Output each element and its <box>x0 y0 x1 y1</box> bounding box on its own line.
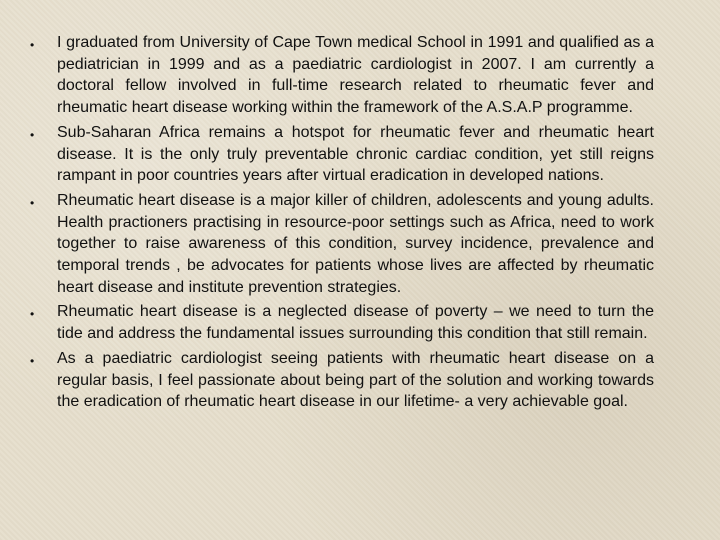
bullet-icon: • <box>30 38 35 52</box>
bullet-text: Rheumatic heart disease is a neglected disease of poverty – we need to turn the tide and address the fundamental issues surrounding this condition that still remain. <box>57 303 654 343</box>
bullet-icon: • <box>30 127 35 142</box>
bullet-text: Sub-Saharan Africa remains a hotspot for rheumatic fever and rheumatic heart disease. It is the only truly preventable chronic cardiac condition, yet still reigns rampant in poor countries years after virtual eradication in developed nations. <box>57 123 654 185</box>
bullet-list <box>0 32 720 416</box>
bullet-text: I graduated from University of Cape Town medical School in 1991 and qualified as a pediatrician in 1999 and as a paediatric cardiologist in 2007. I am currently a doctoral fellow involved in full-time research related to rheumatic fever and rheumatic heart disease working within the framework of the A.S.A.P programme. <box>57 34 654 117</box>
bullet-item <box>0 122 720 187</box>
bullet-text: Rheumatic heart disease is a major killer of children, adolescents and young adults. Health practioners practising in resource-poor settings such as Africa, need to work together to raise awareness of this condition, survey incidence, prevalence and temporal trends , be advocates for patients whose lives are affected by rheumatic heart disease and institute prevention strategies. <box>57 191 654 296</box>
bullet-icon: • <box>30 307 35 322</box>
bullet-item <box>0 190 720 299</box>
bullet-icon: • <box>30 195 35 210</box>
bullet-item <box>0 348 720 413</box>
bullet-item <box>0 301 720 344</box>
bullet-item <box>0 32 720 119</box>
bullet-text: As a paediatric cardiologist seeing patients with rheumatic heart disease on a regular basis, I feel passionate about being part of the solution and working towards the eradication of rheumatic heart disease in our lifetime- a very achievable goal. <box>57 349 654 411</box>
bullet-icon: • <box>30 353 35 368</box>
